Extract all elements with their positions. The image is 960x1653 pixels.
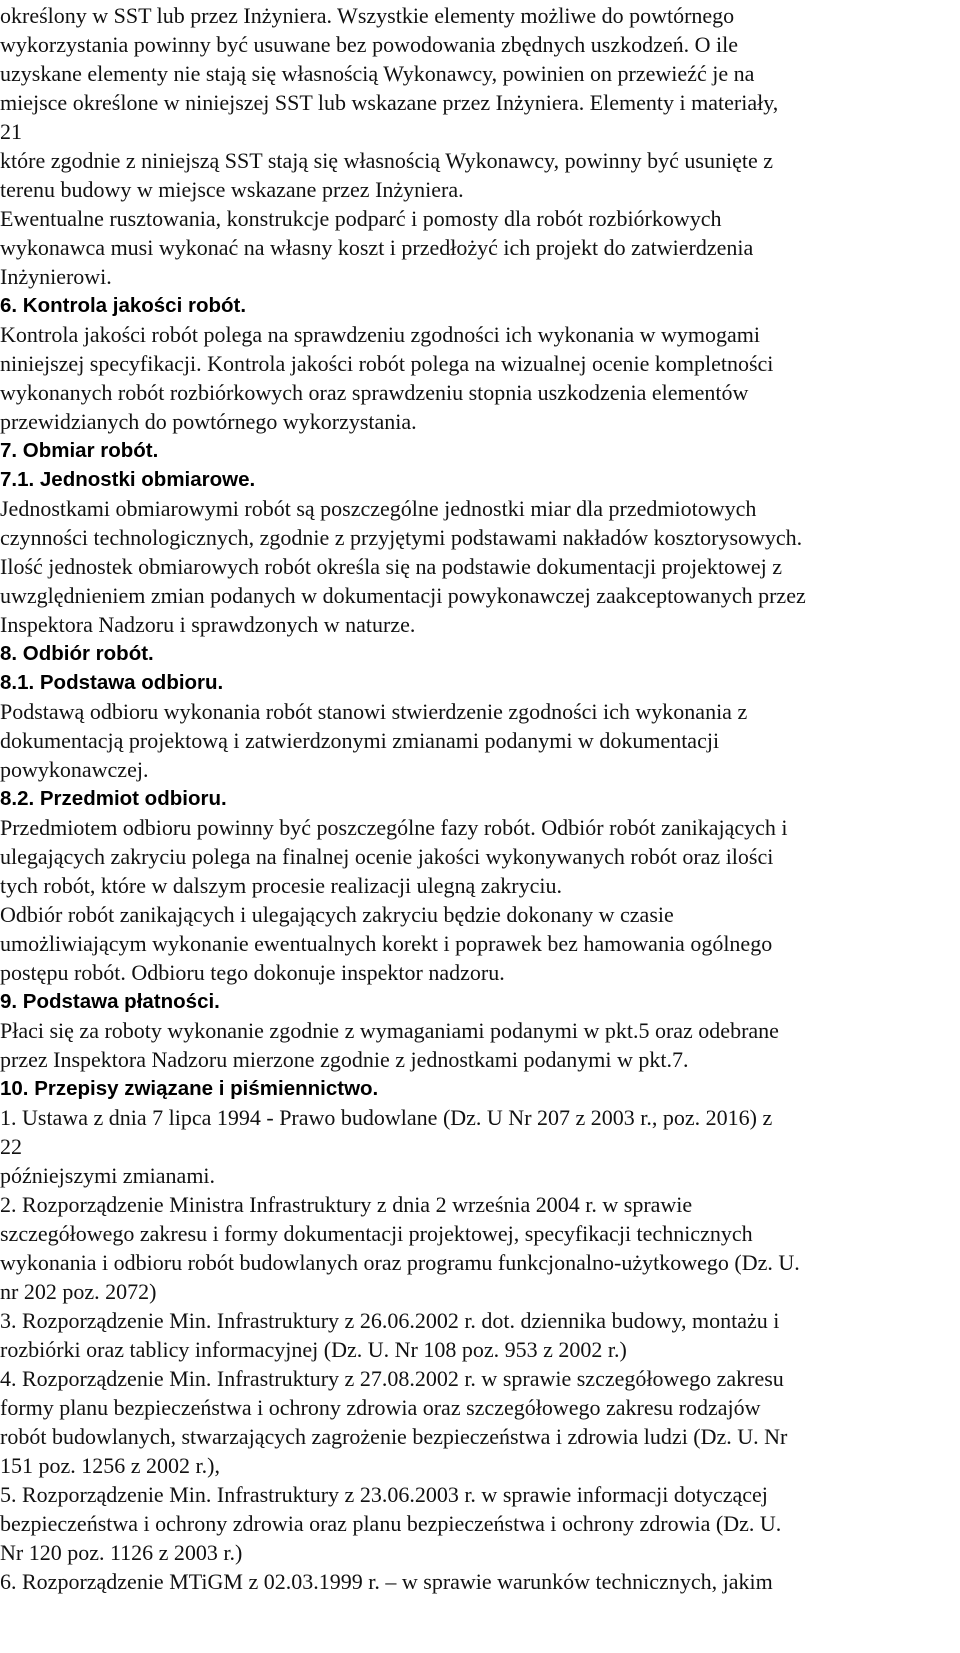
text-line: formy planu bezpieczeństwa i ochrony zdrowia oraz szczegółowego zakresu rodzajów <box>0 1395 761 1420</box>
text-line: Kontrola jakości robót polega na sprawdzeniu zgodności ich wykonania w wymogami <box>0 322 761 347</box>
text-line: 2. Rozporządzenie Ministra Infrastruktury z dnia 2 września 2004 r. w sprawie <box>0 1192 693 1217</box>
text-line: czynności technologicznych, zgodnie z przyjętymi podstawami nakładów kosztorysowych. <box>0 525 803 550</box>
section-heading: 10. Przepisy związane i piśmiennictwo. <box>0 1077 379 1100</box>
text-line: bezpieczeństwa i ochrony zdrowia oraz planu bezpieczeństwa i ochrony zdrowia (Dz. U. <box>0 1511 782 1536</box>
text-line: terenu budowy w miejsce wskazane przez Inżyniera. <box>0 177 464 202</box>
section-heading: 8.2. Przedmiot odbioru. <box>0 787 227 810</box>
page-number: 21 <box>0 119 22 144</box>
text-line: Inżynierowi. <box>0 264 112 289</box>
text-line: wykonanych robót rozbiórkowych oraz sprawdzeniu stopnia uszkodzenia elementów <box>0 380 749 405</box>
text-line: 5. Rozporządzenie Min. Infrastruktury z 23.06.2003 r. w sprawie informacji dotyczącej <box>0 1482 768 1507</box>
text-line: 4. Rozporządzenie Min. Infrastruktury z 27.08.2002 r. w sprawie szczegółowego zakresu <box>0 1366 784 1391</box>
section-heading: 9. Podstawa płatności. <box>0 990 220 1013</box>
text-line: umożliwiającym wykonanie ewentualnych korekt i poprawek bez hamowania ogólnego <box>0 931 773 956</box>
text-line: tych robót, które w dalszym procesie realizacji ulegną zakryciu. <box>0 873 562 898</box>
text-line: uwzględnieniem zmian podanych w dokumentacji powykonawczej zaakceptowanych przez <box>0 583 806 608</box>
text-line: postępu robót. Odbioru tego dokonuje inspektor nadzoru. <box>0 960 505 985</box>
text-line: Płaci się za roboty wykonanie zgodnie z wymaganiami podanymi w pkt.5 oraz odebrane <box>0 1018 779 1043</box>
text-line: wykonawca musi wykonać na własny koszt i przedłożyć ich projekt do zatwierdzenia <box>0 235 754 260</box>
page-number: 22 <box>0 1134 22 1159</box>
text-line: nr 202 poz. 2072) <box>0 1279 157 1304</box>
text-line: Inspektora Nadzoru i sprawdzonych w naturze. <box>0 612 416 637</box>
section-heading: 8.1. Podstawa odbioru. <box>0 671 224 694</box>
text-line: Podstawą odbioru wykonania robót stanowi stwierdzenie zgodności ich wykonania z <box>0 699 748 724</box>
text-line: 1. Ustawa z dnia 7 lipca 1994 - Prawo budowlane (Dz. U Nr 207 z 2003 r., poz. 2016) z <box>0 1105 773 1130</box>
text-line: 3. Rozporządzenie Min. Infrastruktury z 26.06.2002 r. dot. dziennika budowy, montażu i <box>0 1308 780 1333</box>
text-line: Ewentualne rusztowania, konstrukcje podparć i pomosty dla robót rozbiórkowych <box>0 206 722 231</box>
text-line: Ilość jednostek obmiarowych robót określa się na podstawie dokumentacji projektowej z <box>0 554 783 579</box>
text-line: późniejszymi zmianami. <box>0 1163 216 1188</box>
text-line: rozbiórki oraz tablicy informacyjnej (Dz. U. Nr 108 poz. 953 z 2002 r.) <box>0 1337 627 1362</box>
text-line: Przedmiotem odbioru powinny być poszczególne fazy robót. Odbiór robót zanikających i <box>0 815 788 840</box>
text-line: przez Inspektora Nadzoru mierzone zgodnie z jednostkami podanymi w pkt.7. <box>0 1047 689 1072</box>
section-heading: 7.1. Jednostki obmiarowe. <box>0 468 256 491</box>
text-line: miejsce określone w niniejszej SST lub wskazane przez Inżyniera. Elementy i materiały, <box>0 90 779 115</box>
text-line: Odbiór robót zanikających i ulegających zakryciu będzie dokonany w czasie <box>0 902 674 927</box>
text-line: ulegających zakryciu polega na finalnej ocenie jakości wykonywanych robót oraz ilości <box>0 844 774 869</box>
text-line: niniejszej specyfikacji. Kontrola jakości robót polega na wizualnej ocenie kompletności <box>0 351 774 376</box>
text-line: przewidzianych do powtórnego wykorzystania. <box>0 409 417 434</box>
text-line: które zgodnie z niniejszą SST stają się własnością Wykonawcy, powinny być usunięte z <box>0 148 773 173</box>
text-line: robót budowlanych, stwarzających zagrożenie bezpieczeństwa i zdrowia ludzi (Dz. U. Nr <box>0 1424 788 1449</box>
section-heading: 6. Kontrola jakości robót. <box>0 294 247 317</box>
text-line: 151 poz. 1256 z 2002 r.), <box>0 1453 220 1478</box>
text-line: Nr 120 poz. 1126 z 2003 r.) <box>0 1540 243 1565</box>
text-line: powykonawczej. <box>0 757 149 782</box>
text-line: 6. Rozporządzenie MTiGM z 02.03.1999 r. – w sprawie warunków technicznych, jakim <box>0 1569 773 1594</box>
text-line: szczegółowego zakresu i formy dokumentacji projektowej, specyfikacji technicznych <box>0 1221 753 1246</box>
text-line: Jednostkami obmiarowymi robót są poszczególne jednostki miar dla przedmiotowych <box>0 496 757 521</box>
text-line: dokumentacją projektową i zatwierdzonymi zmianami podanymi w dokumentacji <box>0 728 720 753</box>
section-heading: 8. Odbiór robót. <box>0 642 154 665</box>
section-heading: 7. Obmiar robót. <box>0 439 159 462</box>
text-line: określony w SST lub przez Inżyniera. Wszystkie elementy możliwe do powtórnego <box>0 3 735 28</box>
text-line: wykorzystania powinny być usuwane bez powodowania zbędnych uszkodzeń. O ile <box>0 32 739 57</box>
text-line: uzyskane elementy nie stają się własnością Wykonawcy, powinien on przewieźć je na <box>0 61 755 86</box>
text-line: wykonania i odbioru robót budowlanych oraz programu funkcjonalno-użytkowego (Dz. U. <box>0 1250 800 1275</box>
